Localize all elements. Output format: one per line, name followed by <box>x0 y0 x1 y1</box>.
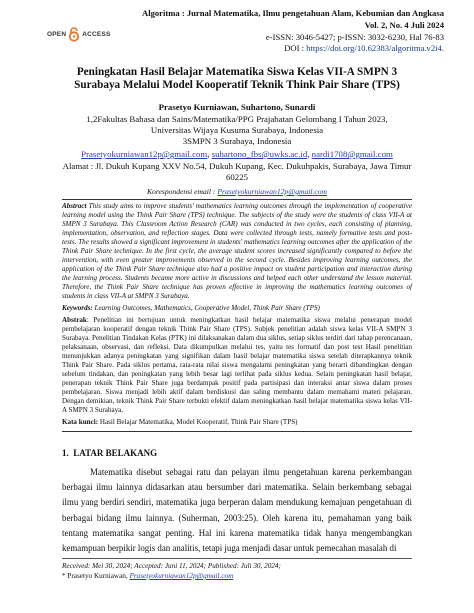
abstrak-id <box>62 316 412 414</box>
section-heading <box>62 448 157 458</box>
keywords-id <box>62 418 412 427</box>
doi-link[interactable]: https://doi.org/10.62383/algoritma.v2i4. <box>306 43 444 53</box>
footer-dates: Received: Mei 30, 2024; Accepted: Juni 11, 2024; Published: Juli 30, 2024; <box>62 562 281 570</box>
section-number: 1. <box>62 448 69 458</box>
keywords-en-label: Keywords: <box>62 304 93 312</box>
affiliation <box>40 114 434 147</box>
journal-volume: Vol. 2, No. 4 Juli 2024 <box>364 20 444 30</box>
keywords-en <box>62 304 412 313</box>
affiliation-line-1: 1,2Fakultas Bahasa dan Sains/Matematika/PPG Prajabatan Gelombang I Tahun 2023, <box>86 114 388 124</box>
abstract-top-rule <box>62 199 412 200</box>
open-access-logo <box>47 27 111 42</box>
keywords-id-label: Kata kunci: <box>62 418 99 426</box>
footer-rule <box>62 558 412 559</box>
email-1[interactable]: Prasetyokurniawan12p@gmail.com <box>81 149 208 159</box>
abstract-en-text: This study aims to improve students' mathematics learning outcomes through the implementation of cooperative learning model using the Think Pair Share (TPS) technique. The subjects of the study were the students of class VII-A at SMPN 3 Surabaya. This Classroom Action Research (CAR) was conducted in two cycles, each consisting of planning, implementation, observation, and reflection stages. Data were collected through tests, namely formative tests and post-tests. The results showed a significant improvement in students' mathematics learning outcomes after the application of the Think Pair Share technique. In the first cycle, the average student scores increased significantly compared to before the intervention, with even greater improvements observed in the second cycle. Besides improving learning outcomes, the application of the Think Pair Share technique also had a positive impact on student participation and interaction during the learning process. Students became more active in discussions and helped each other understand the lesson material. Therefore, the Think Pair Share technique has proven effective in improving the mathematics learning outcomes of students in class VII-A at SMPN 3 Surabaya. <box>62 202 412 300</box>
address <box>40 161 434 183</box>
journal-issn: e-ISSN: 3046-5427; p-ISSN: 3032-6230, Hal 76-83 <box>265 32 444 42</box>
body-paragraph: Matematika disebut sebagai ratu dan pelayan ilmu pengetahuan karena perkembangan berbagai ilmu lainnya didasarkan atau bersumber dari matematika. Selain berkembang sebagai ilmu yang berdiri sendiri, matematika juga berperan dalam mendukung kemajuan pengetahuan di berbagai bidang ilmu lainnya. (Suherman, 2003:25). Oleh karena itu, pemahaman yang baik tentang matematika sangat penting. Hal ini karena matematika tidak hanya mengembangkan kemampuan berpikir logis dan analitis, tetapi juga menjadi dasar untuk pemecahan masalah di <box>62 467 412 554</box>
affiliation-line-2: Universitas Wijaya Kusuma Surabaya, Indonesia <box>150 125 324 135</box>
author-emails <box>40 149 434 160</box>
section-title: LATAR BELAKANG <box>73 448 158 458</box>
access-label: ACCESS <box>82 31 111 38</box>
correspondence-label: Korespondensi email : <box>146 187 218 196</box>
open-access-lock-icon <box>68 27 80 42</box>
email-sep-1: , <box>207 149 212 159</box>
correspondence-email[interactable]: Prasetyokurniawan12p@gmail.com <box>217 187 328 196</box>
abstract-bottom-rule <box>62 431 412 432</box>
doi-label: DOI : <box>284 43 307 53</box>
email-2[interactable]: suhartono_fbs@uwks.ac.id <box>211 149 308 159</box>
affiliation-line-3: 3SMPN 3 Surabaya, Indonesia <box>182 136 292 146</box>
journal-name: Algoritma : Jurnal Matematika, Ilmu pengetahuan Alam, Kebumian dan Angkasa <box>141 8 444 18</box>
abstract-en <box>62 202 412 300</box>
abstrak-id-text: : Penelitian ini bertujuan untuk meningkatkan hasil belajar matematika siswa melalui penerapan model pembelajaran kooperatif dengan teknik Think Pair Share (TPS). Subjek penelitian adalah siswa kelas VII-A SMPN 3 Surabaya. Penelitian Tindakan Kelas (PTK) ini dilaksanakan dalam dua siklus, setiap siklus terdiri dari tahap perencanaan, pelaksanaan, observasi, dan refleksi. Data dikumpulkan melalui tes, yaitu tes formatif dan post test Hasil penelitian menunjukkan adanya peningkatan yang signifikan dalam hasil belajar matematika siswa setelah diterapkannya teknik Think Pair Share. Pada siklus pertama, rata-rata nilai siswa mengalami peningkatan yang berarti dibandingkan dengan sebelum tindakan, dan peningkatan yang lebih besar lagi terlihat pada siklus kedua. Selain peningkatan hasil belajar, penerapan teknik Think Pair Share juga berdampak positif pada partisipasi dan interaksi antar siswa dalam proses pembelajaran. Siswa menjadi lebih aktif dalam berdiskusi dan saling membantu dalam memahami materi pelajaran. Dengan demikian, teknik Think Pair Share terbukti efektif dalam meningkatkan hasil belajar matematika siswa kelas VII-A SMPN 3 Surabaya. <box>62 316 412 414</box>
correspondence <box>40 186 434 197</box>
keywords-id-text: Hasil Belajar Matematika, Model Kooperatif, Think Pair Share (TPS) <box>98 418 298 426</box>
footer-corr-email[interactable]: Prasetyokurniawan12p@gmail.com <box>129 572 234 580</box>
open-label: OPEN <box>47 31 67 38</box>
keywords-en-text: Learning Outcomes, Mathematics, Cooperative Model, Think Pair Share (TPS) <box>92 304 320 312</box>
abstrak-id-label: Abstrak <box>62 316 87 324</box>
journal-doi <box>284 43 444 54</box>
abstract-en-label: Abstract <box>62 202 87 210</box>
footer-corr-prefix: * Prasetyo Kurniawan, <box>62 572 130 580</box>
paper-title <box>40 66 434 92</box>
email-3[interactable]: nardi1708@gmail.com <box>311 149 393 159</box>
authors: Prasetyo Kurniawan, Suhartono, Sunardi <box>158 102 316 112</box>
footer-correspondence <box>62 572 412 581</box>
address-line-2: 60225 <box>226 172 248 182</box>
address-line-1: Alamat : Jl. Dukuh Kupang XXV No.54, Dukuh Kupang, Kec. Dukuhpakis, Surabaya, Jawa Timur <box>62 161 412 171</box>
title-line-1: Peningkatan Hasil Belajar Matematika Siswa Kelas VII-A SMPN 3 <box>76 66 398 78</box>
title-line-2: Surabaya Melalui Model Kooperatif Teknik Think Pair Share (TPS) <box>74 79 400 91</box>
email-sep-2: , <box>307 149 312 159</box>
